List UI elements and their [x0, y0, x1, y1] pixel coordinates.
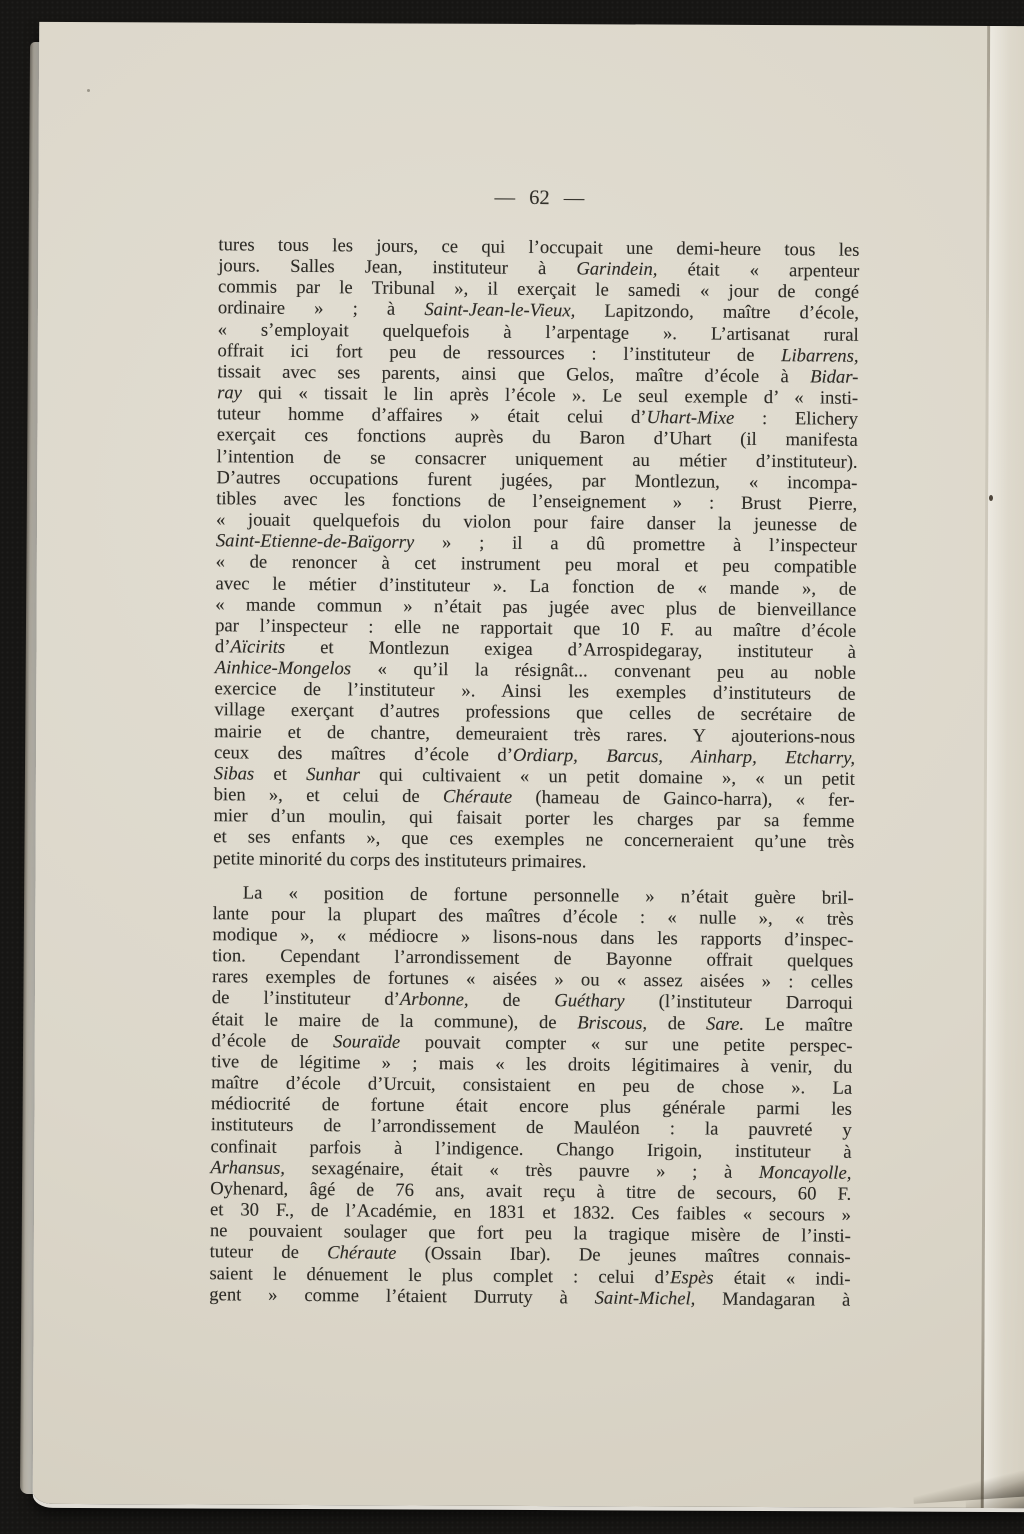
italic-text: ray: [217, 382, 243, 404]
text-segment: gent » comme l’étaient Durruty à: [209, 1283, 595, 1309]
italic-text: Moncayolle,: [758, 1161, 852, 1184]
text-segment: ne pouvaient soulager que fort peu la tragique misère de l’insti-: [209, 1220, 851, 1247]
italic-text: Uhart-Mixe: [646, 407, 735, 429]
text-segment: tuteur homme d’affaires » était celui d’: [216, 403, 647, 429]
italic-text: Arbonne,: [399, 989, 469, 1011]
text-segment: modique », « médiocre » lisons-nous dans les rapports d’inspec-: [212, 924, 854, 951]
italic-text: Sunhar: [306, 763, 360, 786]
text-segment: médiocrité de fortune était encore plus générale parmi les: [210, 1093, 853, 1121]
text-segment: « jouait quelquefois du violon pour faire danser la jeunesse de: [215, 509, 858, 536]
text-segment: « qu’il la résignât... convenant peu au noble: [350, 658, 856, 684]
text-segment: tissait avec ses parents, ainsi que Gelos, maître d’école à: [217, 361, 811, 388]
text-segment: par l’inspecteur : elle ne rapportait que 10 F. au maître d’école: [215, 614, 857, 642]
paragraph: [213, 234, 860, 874]
italic-text: Garindein,: [576, 258, 658, 281]
text-segment: tures tous les jours, ce qui l’occupait une demi-heure tous les: [218, 234, 860, 261]
italic-text: Ordiarp, Barcus, Ainharp, Etcharry,: [512, 744, 856, 769]
text-segment: maître d’école d’Urcuit, consistaient en peu de chose ». La: [211, 1072, 853, 1099]
text-segment: petite minorité du corps des instituteurs primaires.: [213, 847, 587, 872]
italic-text: Espès: [670, 1266, 714, 1289]
fore-edge-panel: [984, 26, 1024, 1508]
text-block: [209, 183, 860, 1310]
text-segment: (hameau de Gainco-harra), « fer-: [512, 786, 855, 811]
italic-text: Souraïde: [332, 1031, 401, 1053]
text-segment: était « arpenteur: [657, 259, 860, 282]
text-segment: sexagénaire, était « très pauvre » ; à: [284, 1157, 760, 1183]
text-segment: exerçait ces fonctions auprès du Baron d’Uhart (il manifesta: [216, 424, 858, 452]
text-segment: était le maire de la commune), de: [211, 1008, 578, 1033]
text-segment: d’école de: [211, 1029, 334, 1053]
text-segment: : Elichery: [734, 407, 859, 431]
text-segment: (Ossain Ibar). De jeunes maîtres connais-: [396, 1243, 851, 1269]
italic-text: Chéraute: [442, 786, 513, 808]
italic-text: Saint-Jean-le-Vieux,: [424, 299, 576, 322]
italic-text: Saint-Etienne-de-Baïgorry: [215, 530, 415, 554]
text-segment: qui cultivaient « un petit domaine », « un petit: [359, 764, 855, 790]
text-segment: et Montlezun exigea d’Arrospidegaray, instituteur à: [285, 636, 857, 663]
text-segment: de l’instituteur d’: [211, 987, 401, 1011]
text-segment: Lapitzondo, maître d’école,: [575, 300, 860, 325]
text-segment: « mande commun » n’était pas jugée avec plus de bienveillance: [215, 593, 857, 621]
text-segment: village exerçant d’autres professions que celles de secrétaire de: [214, 699, 856, 727]
text-segment: confinait parfois à l’indigence. Chango Irigoin, instituteur à: [210, 1135, 852, 1163]
italic-text: Chéraute: [327, 1242, 397, 1265]
text-segment: d’: [214, 636, 231, 658]
text-segment: instituteurs de l’arrondissement de Mauléon : la pauvreté y: [210, 1114, 852, 1142]
italic-text: Bidar-: [810, 366, 859, 388]
text-segment: Le maître: [744, 1013, 853, 1036]
text-segment: « s’employait quelquefois à l’arpentage ». L’artisanat rural: [217, 318, 859, 346]
italic-text: Sare.: [705, 1013, 745, 1035]
text-segment: saient le dénuement le plus complet : celui d’: [209, 1262, 671, 1288]
text-segment: offrait ici fort peu de ressources : l’instituteur de: [217, 339, 782, 366]
page-number: — 62 —: [494, 186, 585, 210]
text-segment: rares exemples de fortunes « aisées » ou « assez aisées » : celles: [211, 966, 854, 994]
text-segment: l’intention de se consacrer uniquement au métier d’instituteur).: [216, 445, 858, 473]
text-segment: » ; il a dû promettre à l’inspecteur: [414, 532, 857, 557]
text-segment: et 30 F., de l’Académie, en 1831 et 1832. Ces faibles « secours »: [209, 1199, 852, 1226]
text-segment: mairie et de chantre, demeuraient très rares. Y ajouterions-nous: [214, 720, 856, 748]
text-segment: qui « tissait le lin après l’école ». Le seul exemple d’ « insti-: [241, 382, 859, 409]
italic-text: Saint-Michel,: [594, 1287, 696, 1310]
text-segment: mier d’un moulin, qui faisait porter les charges par sa femme: [213, 805, 855, 832]
text-segment: « de renoncer à cet instrument peu moral et peu compatible: [215, 551, 857, 579]
italic-text: Ainhice-Mongelos: [214, 657, 352, 680]
text-segment: tive de légitime » ; mais « les droits légitimaires à venir, du: [211, 1051, 853, 1078]
text-segment: D’autres occupations furent jugées, par Montlezun, « incompa-: [216, 466, 858, 494]
text-segment: et ses enfants », que ces exemples ne concerneraient qu’une très: [213, 826, 855, 854]
paragraph: [209, 882, 854, 1311]
text-segment: était « indi-: [713, 1267, 851, 1290]
text-segment: jours. Salles Jean, instituteur à: [218, 255, 577, 280]
italic-text: Libarrens,: [781, 344, 859, 367]
text-segment: ordinaire » ; à: [217, 297, 425, 321]
text-segment: tibles avec les fonctions de l’enseignement » : Brust Pierre,: [216, 488, 858, 515]
text-segment: exercice de l’instituteur ». Ainsi les exemples d’instituteurs de: [214, 678, 856, 706]
text-segment: tuteur de: [209, 1241, 328, 1264]
text-segment: tion. Cependant l’arrondissement de Bayonne offrait quelques: [212, 945, 854, 972]
italic-text: Guéthary: [554, 990, 625, 1013]
text-segment: pouvait compter « sur une petite perspec-: [400, 1031, 853, 1057]
paper-speck: [87, 89, 90, 92]
paragraphs: [209, 234, 859, 1310]
text-segment: Oyhenard, âgé de 76 ans, avait reçu à titre de secours, 60 F.: [210, 1178, 852, 1205]
paper-speck: [989, 495, 993, 501]
text-segment: lante pour la plupart des maîtres d’école : « nulle », « très: [212, 903, 854, 930]
italic-text: Aïcirits: [230, 636, 286, 658]
text-segment: (l’instituteur Darroqui: [624, 991, 853, 1015]
text-segment: de: [468, 989, 555, 1012]
text-segment: ceux des maîtres d’école d’: [213, 741, 514, 766]
text-segment: de: [646, 1012, 707, 1035]
italic-text: Sibas: [213, 763, 255, 785]
italic-text: Arhansus,: [210, 1156, 286, 1179]
text-segment: avec le métier d’instituteur ». La fonction de « mande », de: [215, 572, 857, 600]
text-segment: commis par le Tribunal », il exerçait le samedi « jour de congé: [218, 276, 860, 304]
italic-text: Briscous,: [577, 1011, 648, 1034]
text-segment: et: [254, 763, 307, 785]
text-segment: La « position de fortune personnelle » n’était guère bril-: [242, 882, 854, 909]
text-segment: bien », et celui de: [213, 784, 444, 808]
text-segment: Mandagaran à: [695, 1288, 851, 1311]
